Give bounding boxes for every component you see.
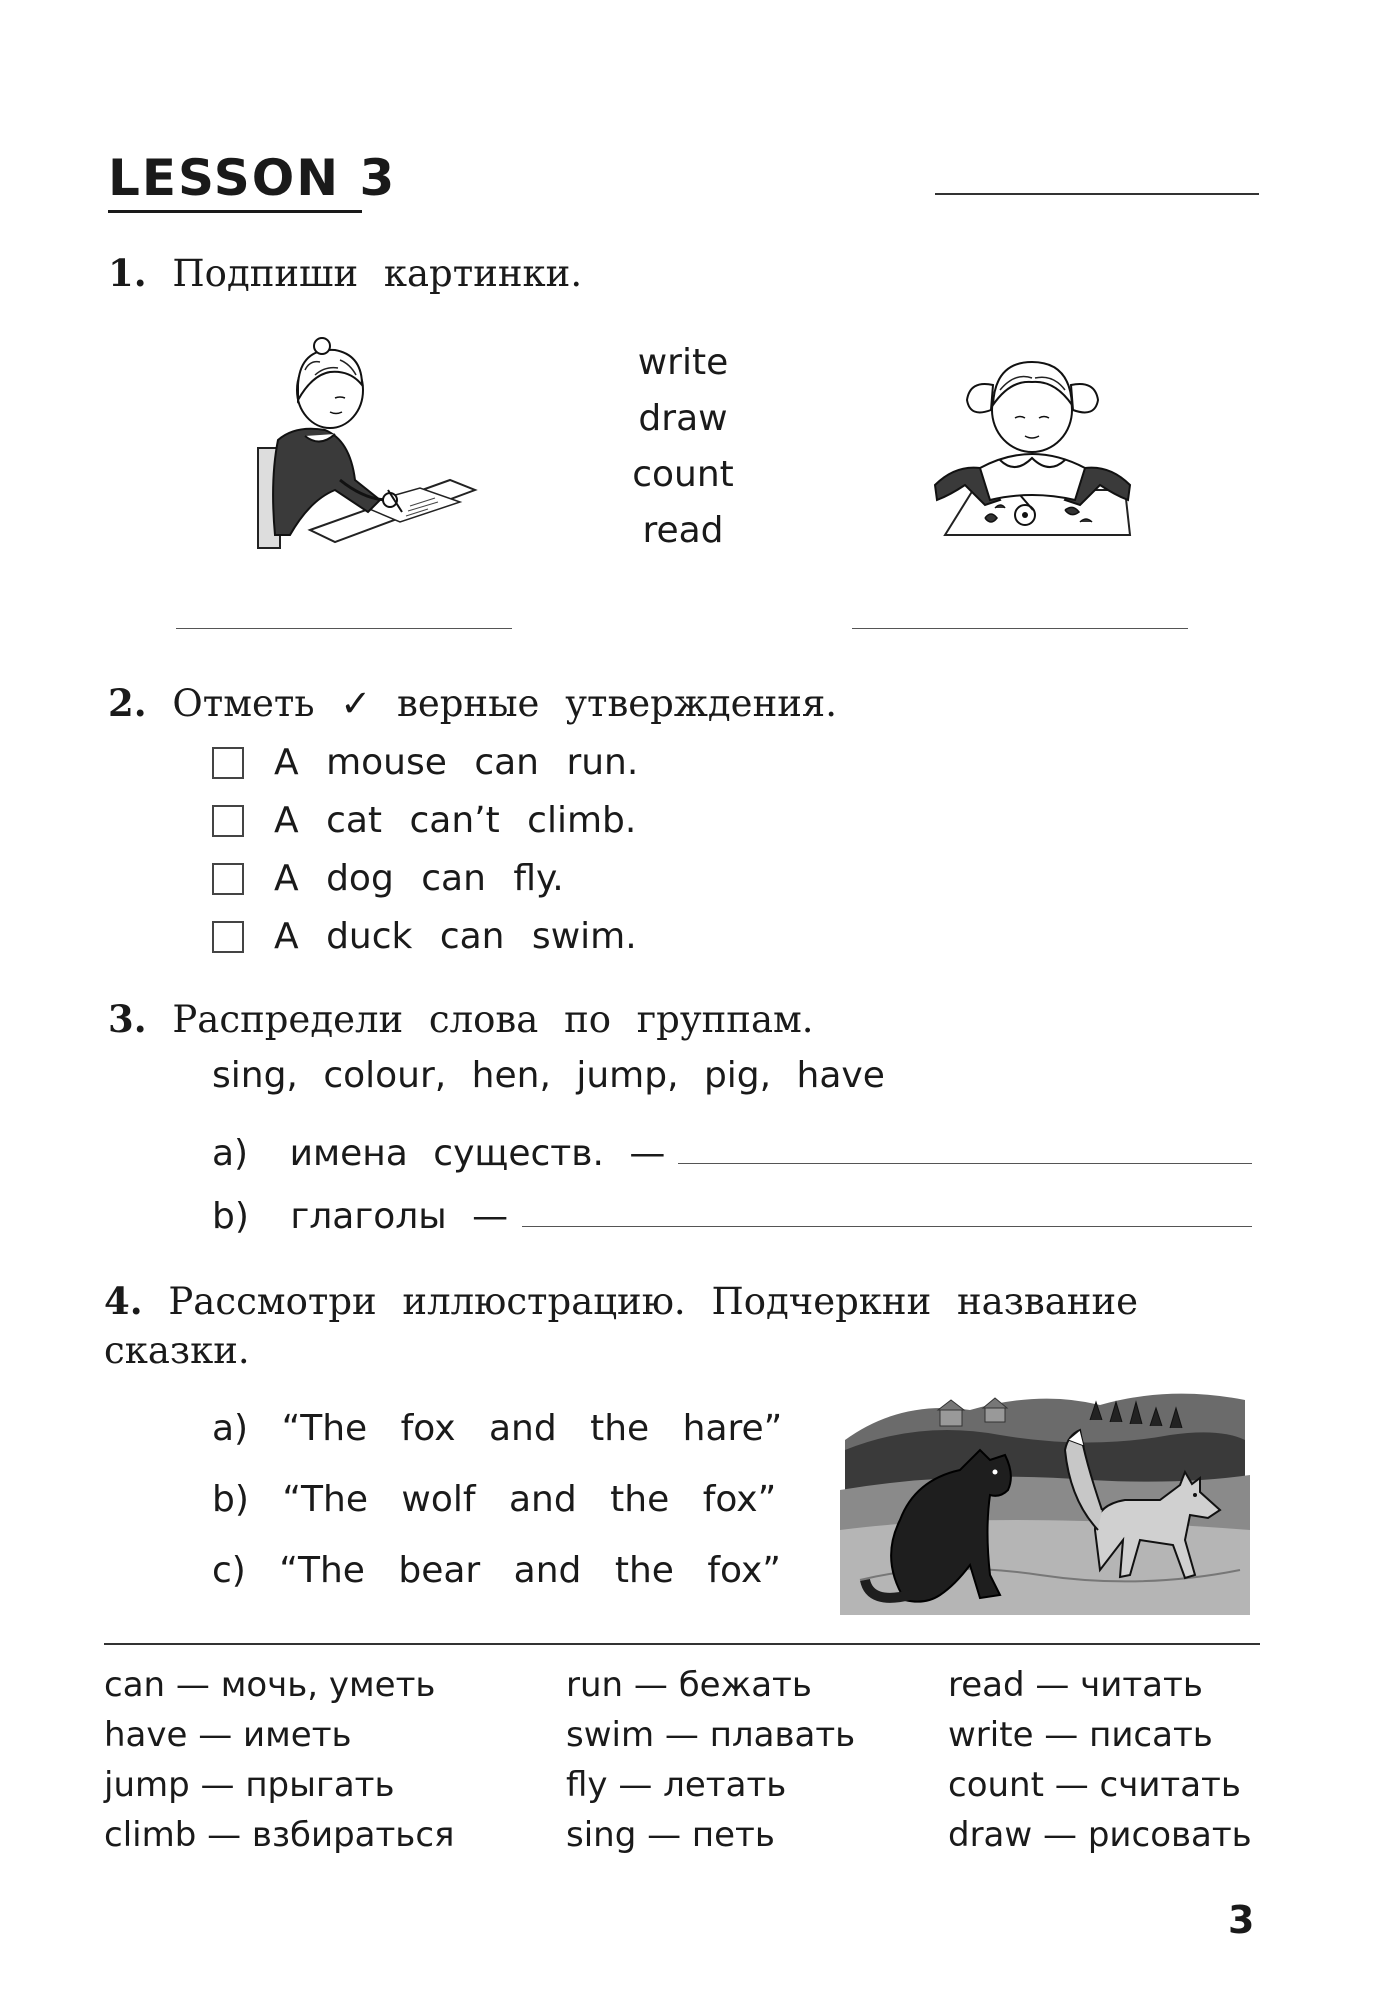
page-number: 3 <box>1228 1898 1255 1942</box>
option-text: “The fox and the hare” <box>281 1408 783 1449</box>
task3-instruction: Распредели слова по группам. <box>172 998 814 1041</box>
word-count: count <box>632 454 734 495</box>
vocabulary-column-2 <box>566 1660 855 1860</box>
girl-drawing-illustration <box>925 340 1140 545</box>
task1-answer-line-left[interactable] <box>176 628 512 629</box>
option-label: a) <box>212 1408 249 1449</box>
task4-instruction-line1: Рассмотри иллюстрацию. Подчеркни название <box>168 1280 1139 1323</box>
option-label: b) <box>212 1479 249 1520</box>
task1-number: 1. <box>108 251 147 295</box>
vocab-entry: can — мочь, уметь <box>104 1665 436 1705</box>
statement-text: A duck can swim. <box>274 916 637 957</box>
task3-a-label: a) <box>212 1133 249 1174</box>
word-draw: draw <box>638 398 728 439</box>
task3-answer-line-b[interactable] <box>522 1226 1252 1227</box>
task4-instruction-line2: сказки. <box>104 1329 250 1372</box>
task1-answer-line-right[interactable] <box>852 628 1188 629</box>
task3-word-bank: sing, colour, hen, jump, pig, have <box>212 1055 885 1096</box>
statement-row <box>212 908 637 966</box>
task3-heading <box>108 996 814 1043</box>
task1-word-list <box>610 335 756 559</box>
statement-checkbox[interactable] <box>212 863 244 895</box>
vocabulary-column-1 <box>104 1660 455 1860</box>
task3-b-label: b) <box>212 1196 249 1237</box>
vocabulary-divider <box>104 1643 1260 1645</box>
lesson-title: LESSON 3 <box>108 149 397 207</box>
vocab-entry: count — считать <box>948 1765 1241 1805</box>
vocabulary-column-3 <box>948 1660 1252 1860</box>
option-label: c) <box>212 1550 246 1591</box>
option-text: “The bear and the fox” <box>279 1550 781 1591</box>
word-write: write <box>637 342 729 383</box>
vocab-entry: climb — взбираться <box>104 1815 455 1855</box>
statement-text: A cat can’t climb. <box>274 800 637 841</box>
statement-row <box>212 850 564 908</box>
vocab-entry: write — писать <box>948 1715 1213 1755</box>
task4-option[interactable] <box>212 1479 776 1520</box>
vocab-entry: have — иметь <box>104 1715 352 1755</box>
statement-checkbox[interactable] <box>212 921 244 953</box>
statement-checkbox[interactable] <box>212 805 244 837</box>
vocab-entry: run — бежать <box>566 1665 812 1705</box>
vocab-entry: fly — летать <box>566 1765 787 1805</box>
task4-heading <box>104 1278 1254 1325</box>
task3-answer-line-a[interactable] <box>678 1163 1252 1164</box>
task3-item-b <box>212 1196 508 1237</box>
girl-writing-illustration <box>250 330 480 560</box>
word-read: read <box>642 510 724 551</box>
vocab-entry: sing — петь <box>566 1815 775 1855</box>
statement-checkbox[interactable] <box>212 747 244 779</box>
lesson-title-underline <box>108 210 362 213</box>
task1-instruction: Подпиши картинки. <box>172 252 583 295</box>
task3-item-a <box>212 1133 665 1174</box>
task4-option[interactable] <box>212 1408 782 1449</box>
task4-number: 4. <box>104 1279 143 1323</box>
option-text: “The wolf and the fox” <box>282 1479 777 1520</box>
name-answer-line[interactable] <box>935 193 1259 195</box>
statement-text: A mouse can run. <box>274 742 639 783</box>
task1-heading <box>108 250 582 297</box>
task3-b-text: глаголы — <box>290 1196 509 1237</box>
statement-text: A dog can fly. <box>274 858 564 899</box>
vocab-entry: draw — рисовать <box>948 1815 1252 1855</box>
task2-heading <box>108 680 837 727</box>
task3-a-text: имена существ. — <box>289 1133 666 1174</box>
vocab-entry: jump — прыгать <box>104 1765 395 1805</box>
task4-option[interactable] <box>212 1550 781 1591</box>
vocab-entry: read — читать <box>948 1665 1203 1705</box>
statement-row <box>212 792 636 850</box>
task2-number: 2. <box>108 681 147 725</box>
task2-instruction: Отметь ✓ верные утверждения. <box>172 682 837 725</box>
vocab-entry: swim — плавать <box>566 1715 856 1755</box>
wolf-and-fox-illustration <box>840 1380 1250 1615</box>
task3-number: 3. <box>108 997 147 1041</box>
statement-row <box>212 734 638 792</box>
